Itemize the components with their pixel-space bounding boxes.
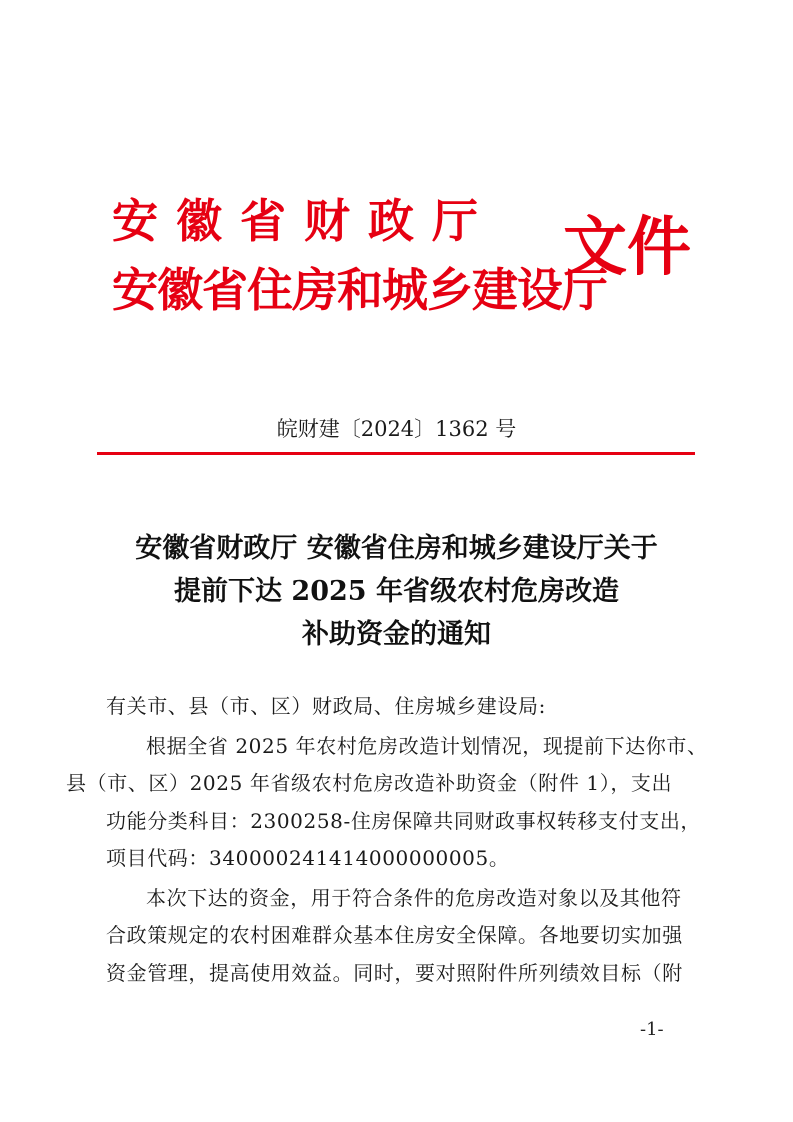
paragraph-1-line: 根据全省 2025 年农村危房改造计划情况，现提前下达你市、 xyxy=(146,733,708,758)
paragraph-1-line: 项目代码：340000241414000000005。 xyxy=(106,846,510,870)
page-number: -1- xyxy=(640,1019,664,1040)
addressee: 有关市、县（市、区）财政局、住房城乡建设局: xyxy=(106,694,546,718)
issuer-finance-department: 安徽省财政厅 xyxy=(112,194,496,248)
document-number: 皖财建〔2024〕1362 号 xyxy=(276,417,517,441)
document-title xyxy=(60,527,733,656)
red-separator-line xyxy=(97,452,695,455)
paragraph-2 xyxy=(106,880,696,993)
document-body xyxy=(66,688,708,992)
paragraph-2-line: 资金管理，提高使用效益。同时，要对照附件所列绩效目标（附 xyxy=(106,960,683,985)
paragraph-1-line: 功能分类科目：2300258-住房保障共同财政事权转移支付支出， xyxy=(106,808,702,833)
paragraph-2-line: 本次下达的资金，用于符合条件的危房改造对象以及其他符 xyxy=(146,885,682,910)
issuer-housing-department: 安徽省住房和城乡建设厅 xyxy=(112,263,607,317)
document-type-label: 文件 xyxy=(563,210,691,285)
title-line-2: 提前下达 2025 年省级农村危房改造 xyxy=(174,576,619,607)
title-line-1: 安徽省财政厅 安徽省住房和城乡建设厅关于 xyxy=(135,533,658,564)
paragraph-1 xyxy=(66,728,708,878)
paragraph-1-line: 县（市、区）2025 年省级农村危房改造补助资金（附件 1），支出 xyxy=(66,771,673,795)
paragraph-2-line: 合政策规定的农村困难群众基本住房安全保障。各地要切实加强 xyxy=(106,923,683,947)
title-line-3: 补助资金的通知 xyxy=(302,619,491,650)
